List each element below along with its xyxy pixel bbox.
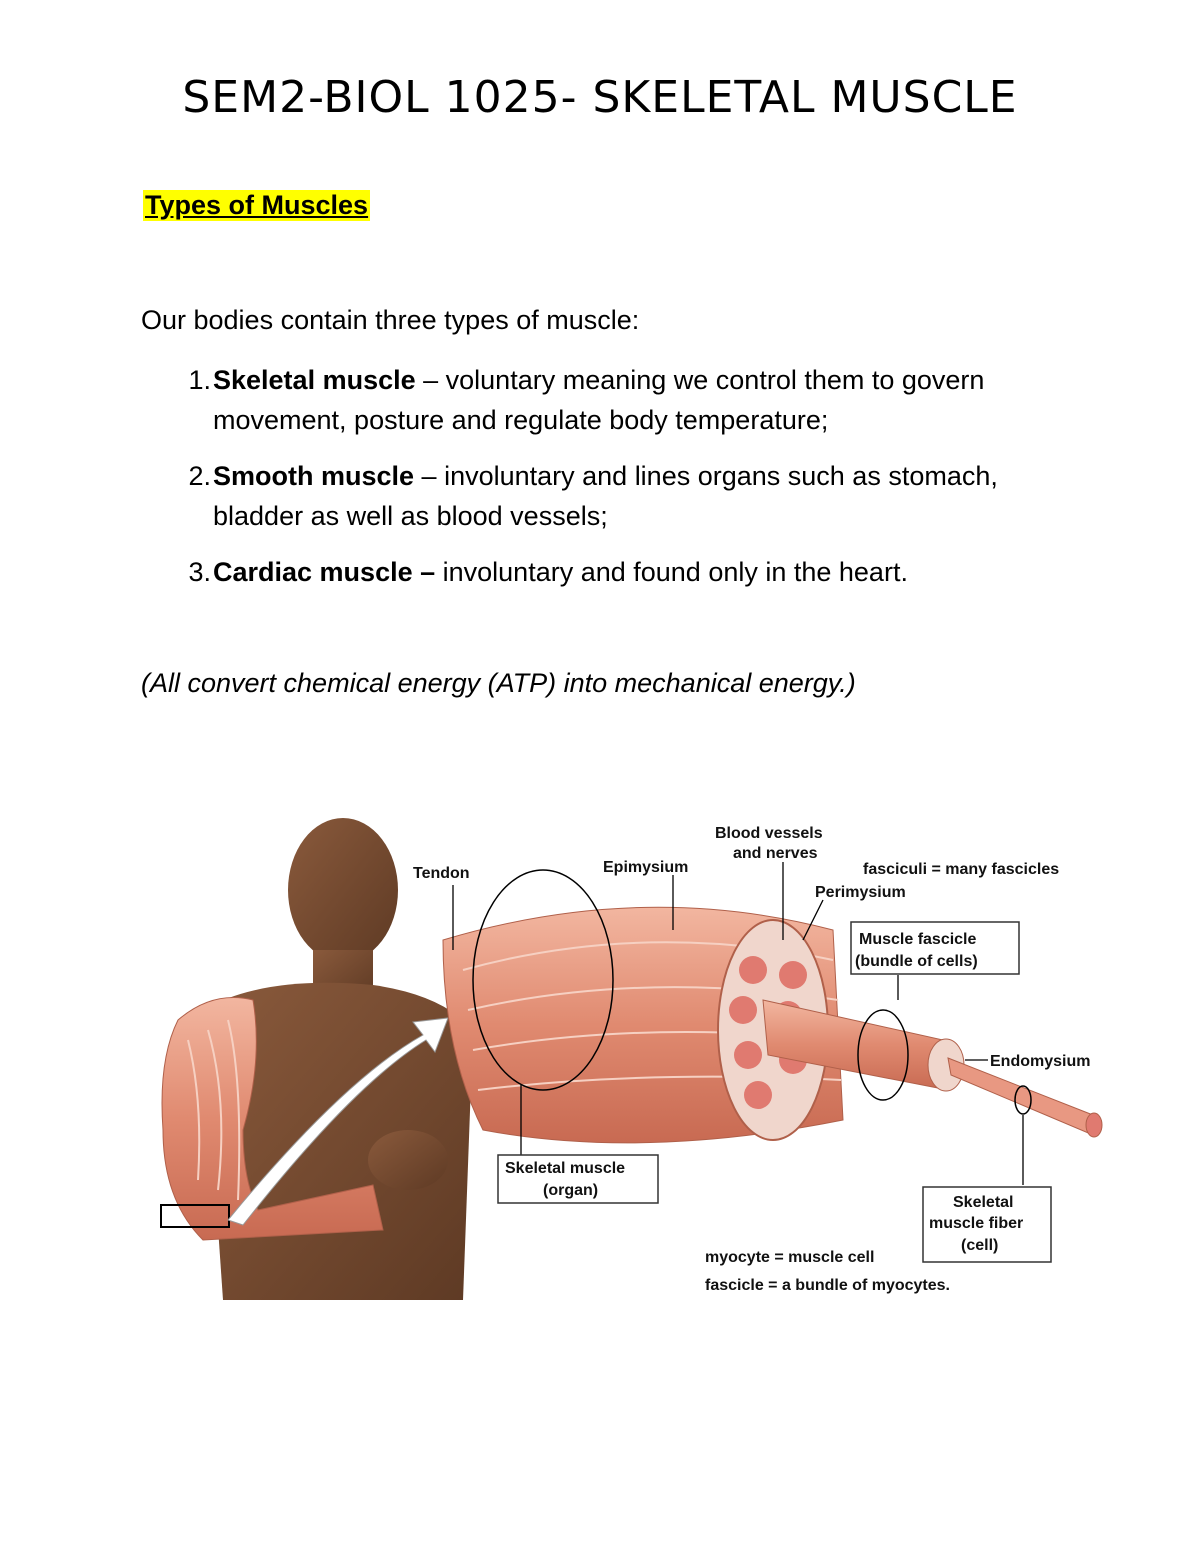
muscle-bundle-illustration bbox=[443, 870, 1102, 1143]
label-skeletal: Skeletal bbox=[953, 1194, 1014, 1211]
list-term: Smooth muscle bbox=[213, 461, 415, 491]
list-number: 2. bbox=[188, 461, 211, 491]
label-bundle-of-cells: (bundle of cells) bbox=[855, 953, 978, 970]
label-and-nerves: and nerves bbox=[733, 845, 818, 862]
label-muscle-fascicle: Muscle fascicle bbox=[859, 931, 977, 948]
energy-note: (All convert chemical energy (ATP) into mechanical energy.) bbox=[141, 668, 856, 698]
label-cell: (cell) bbox=[961, 1237, 999, 1254]
label-epimysium: Epimysium bbox=[603, 859, 689, 876]
fascicle-label-box bbox=[851, 922, 1019, 974]
label-endomysium: Endomysium bbox=[990, 1053, 1091, 1070]
label-fascicle-def: fascicle = a bundle of myocytes. bbox=[705, 1277, 950, 1294]
muscle-types-list bbox=[141, 360, 1071, 608]
list-item bbox=[141, 552, 1071, 592]
list-number: 1. bbox=[188, 365, 211, 395]
skeletal-muscle-figure bbox=[143, 800, 1108, 1305]
list-term: Skeletal muscle bbox=[213, 365, 416, 395]
list-item bbox=[141, 360, 1071, 440]
person-figure bbox=[161, 818, 473, 1300]
label-muscle-fiber: muscle fiber bbox=[929, 1215, 1024, 1232]
label-organ: (organ) bbox=[543, 1182, 599, 1199]
list-description: involuntary and found only in the heart. bbox=[435, 557, 908, 587]
list-description: – voluntary meaning we control them to govern movement, posture and regulate body temperature; bbox=[213, 365, 985, 435]
label-fasciculi: fasciculi = many fascicles bbox=[863, 861, 1060, 878]
label-skeletal-muscle: Skeletal muscle bbox=[505, 1160, 626, 1177]
skeletal-muscle-label-box bbox=[498, 1155, 658, 1203]
section-heading: Types of Muscles bbox=[145, 190, 369, 220]
page-title: SEM2-BIOL 1025- SKELETAL MUSCLE bbox=[182, 72, 1018, 123]
list-description: – involuntary and lines organs such as stomach, bladder as well as blood vessels; bbox=[213, 461, 998, 531]
label-tendon: Tendon bbox=[413, 865, 470, 882]
label-perimysium: Perimysium bbox=[815, 884, 906, 901]
intro-text: Our bodies contain three types of muscle: bbox=[141, 305, 640, 335]
fiber-label-box bbox=[923, 1187, 1051, 1262]
label-blood-vessels: Blood vessels bbox=[715, 825, 823, 842]
list-term: Cardiac muscle – bbox=[213, 557, 436, 587]
list-item bbox=[141, 456, 1071, 536]
muscle-anatomy-illustration bbox=[143, 800, 1108, 1305]
list-number: 3. bbox=[188, 557, 211, 587]
label-myocyte-def: myocyte = muscle cell bbox=[705, 1249, 875, 1266]
